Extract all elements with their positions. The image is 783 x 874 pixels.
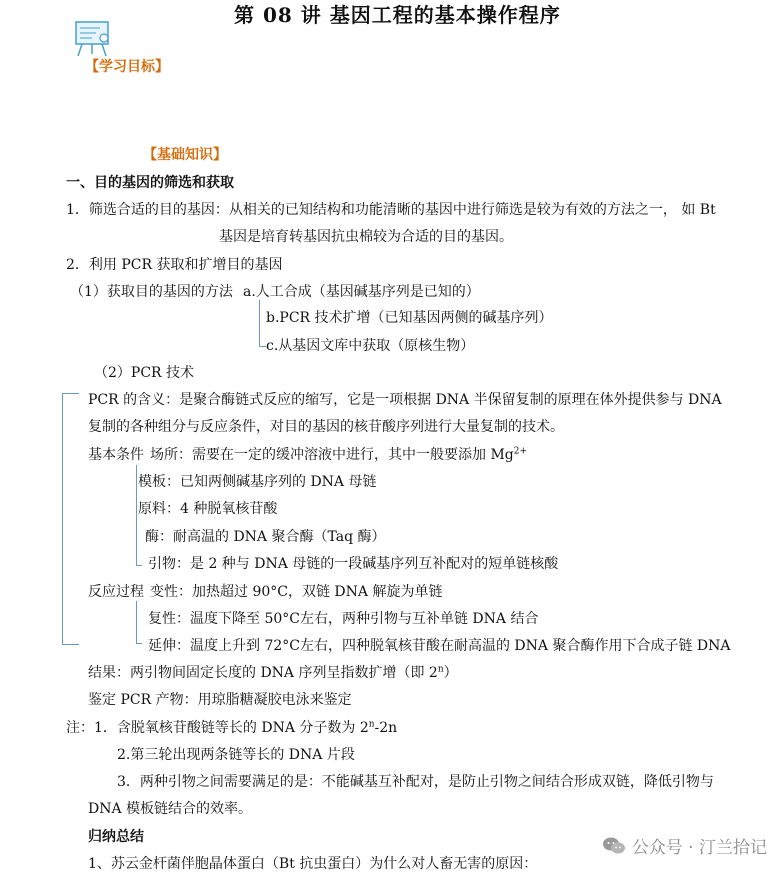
item1-line2: 基因是培育转基因抗虫棉较为合适的目的基因。: [219, 229, 513, 245]
watermark-text: 公众号 · 汀兰拾记: [631, 838, 767, 858]
condition-primer: 引物：是 2 种与 DNA 母链的一段碱基序列互补配对的短单链核酸: [148, 556, 559, 572]
section-heading: 一、目的基因的筛选和获取: [66, 175, 234, 191]
condition-enzyme: 酶：耐高温的 DNA 聚合酶（Taq 酶）: [145, 529, 386, 545]
method-a: a.人工合成（基因碱基序列是已知的）: [243, 284, 480, 300]
conditions-label: 基本条件: [88, 447, 144, 463]
wechat-icon: [602, 836, 626, 856]
pcr-identify: 鉴定 PCR 产物：用琼脂糖凝胶电泳来鉴定: [88, 692, 352, 708]
condition-material: 原料：4 种脱氧核苷酸: [138, 501, 278, 517]
basic-knowledge-tag: 【基础知识】: [143, 147, 227, 163]
methods-bracket: [259, 300, 266, 347]
item1-line1: 1．筛选合适的目的基因：从相关的已知结构和功能清晰的基因中进行筛选是较为有效的方法之一， 如 Bt: [66, 202, 716, 218]
item2-heading: 2．利用 PCR 获取和扩增目的基因: [66, 257, 283, 273]
study-goals-tag: 【学习目标】: [85, 59, 169, 75]
pcr-definition-line1: PCR 的含义：是聚合酶链式反应的缩写，它是一项根据 DNA 半保留复制的原理在体外提供参与 DNA: [88, 392, 722, 408]
note-3-line1: 3．两种引物之间需要满足的是：不能碱基互补配对，是防止引物之间结合形成双链，降低引物与: [117, 774, 714, 790]
note-2: 2.第三轮出现两条链等长的 DNA 片段: [117, 747, 355, 763]
pcr-bracket: [62, 393, 79, 645]
process-extend: 延伸：温度上升到 72°C左右，四种脱氧核苷酸在耐高温的 DNA 聚合酶作用下合成子链 DNA: [148, 638, 731, 654]
condition-site: 场所：需要在一定的缓冲溶液中进行，其中一般要添加 $Mg^{2+}$: [150, 446, 528, 463]
process-anneal: 复性：温度下降至 50°C左右，两种引物与互补单链 DNA 结合: [148, 611, 539, 627]
summary-question-1: 1、苏云金杆菌伴胞晶体蛋白（Bt 抗虫蛋白）为什么对人畜无害的原因：: [88, 856, 538, 872]
pcr-definition-line2: 复制的各种组分与反应条件，对目的基因的核苷酸序列进行大量复制的技术。: [88, 419, 564, 435]
page-title: 第 08 讲 基因工程的基本操作程序: [234, 3, 561, 27]
process-bracket: [136, 601, 142, 644]
method-c: c.从基因文库中获取（原核生物）: [266, 338, 475, 354]
condition-template: 模板：已知两侧碱基序列的 DNA 母链: [138, 474, 377, 490]
note-3-line2: DNA 模板链结合的效率。: [88, 801, 253, 817]
process-denature: 变性：加热超过 90°C，双链 DNA 解旋为单链: [150, 584, 443, 600]
methods-label: （1）获取目的基因的方法: [70, 284, 233, 300]
method-b: b.PCR 技术扩增（已知基因两侧的碱基序列）: [266, 310, 553, 326]
teacher-board-icon: [70, 18, 114, 60]
note-1: 注：1．含脱氧核苷酸链等长的 DNA 分子数为 2$^n$-2n: [66, 719, 398, 736]
pcr-result: 结果：两引物间固定长度的 DNA 序列呈指数扩增（即 2$^n$）: [88, 664, 458, 681]
watermark: [602, 833, 767, 858]
pcr-heading: （2）PCR 技术: [94, 365, 195, 381]
process-label: 反应过程: [88, 584, 144, 600]
summary-heading: 归纳总结: [88, 829, 144, 845]
